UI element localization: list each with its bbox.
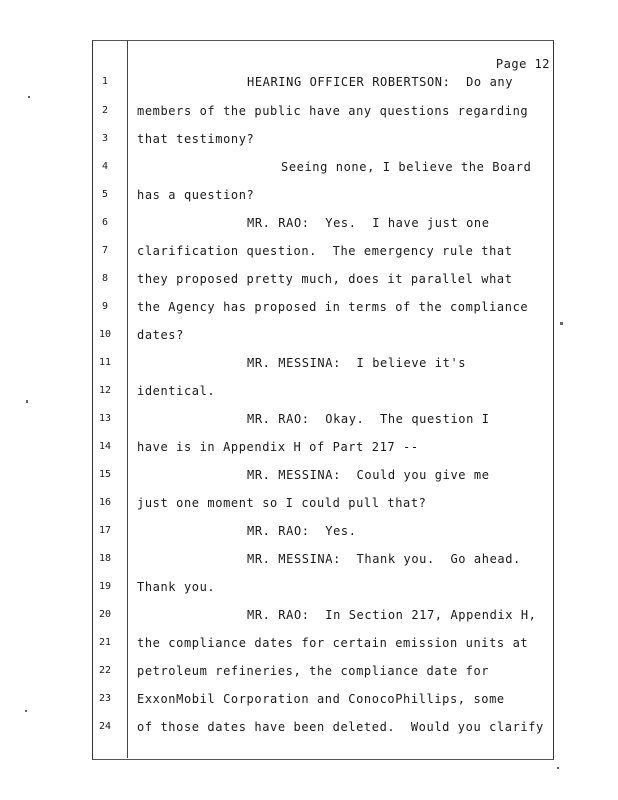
transcript-line bbox=[0, 412, 618, 428]
transcript-line bbox=[0, 636, 618, 652]
line-text: ExxonMobil Corporation and ConocoPhillips, some bbox=[137, 692, 505, 706]
line-number: 15 bbox=[98, 469, 112, 480]
line-number: 17 bbox=[98, 525, 112, 536]
transcript-line bbox=[0, 664, 618, 680]
line-number: 12 bbox=[98, 385, 112, 396]
line-number: 4 bbox=[101, 161, 109, 172]
scan-speck bbox=[560, 322, 563, 325]
line-number: 21 bbox=[98, 637, 112, 648]
line-text: of those dates have been deleted. Would you clarify bbox=[137, 720, 544, 734]
transcript-line bbox=[0, 300, 618, 316]
line-number: 5 bbox=[101, 189, 109, 200]
line-number: 24 bbox=[98, 721, 112, 732]
transcript-line bbox=[0, 552, 618, 568]
line-text: MR. RAO: Yes. bbox=[247, 524, 357, 538]
line-text: just one moment so I could pull that? bbox=[137, 496, 427, 510]
line-number: 13 bbox=[98, 413, 112, 424]
transcript-line bbox=[0, 608, 618, 624]
line-text: petroleum refineries, the compliance date for bbox=[137, 664, 490, 678]
transcript-line bbox=[0, 132, 618, 148]
transcript-line bbox=[0, 272, 618, 288]
scan-speck bbox=[557, 767, 559, 769]
line-text: Thank you. bbox=[137, 580, 216, 594]
transcript-line bbox=[0, 216, 618, 232]
line-text: members of the public have any questions regarding bbox=[137, 104, 529, 118]
line-text: MR. MESSINA: Thank you. Go ahead. bbox=[247, 552, 521, 566]
scan-speck bbox=[26, 400, 28, 403]
line-number: 14 bbox=[98, 441, 112, 452]
transcript-line bbox=[0, 720, 618, 736]
line-number: 18 bbox=[98, 553, 112, 564]
line-number: 6 bbox=[101, 217, 109, 228]
line-number: 16 bbox=[98, 497, 112, 508]
transcript-line bbox=[0, 524, 618, 540]
transcript-line bbox=[0, 104, 618, 120]
transcript-line bbox=[0, 468, 618, 484]
line-text: HEARING OFFICER ROBERTSON: Do any bbox=[247, 75, 514, 89]
line-text: they proposed pretty much, does it parallel what bbox=[137, 272, 513, 286]
line-text: MR. RAO: Yes. I have just one bbox=[247, 216, 490, 230]
transcript-line bbox=[0, 580, 618, 596]
scan-speck bbox=[25, 710, 27, 712]
transcript-line bbox=[0, 328, 618, 344]
transcript-line bbox=[0, 384, 618, 400]
line-number: 7 bbox=[101, 245, 109, 256]
line-number: 22 bbox=[98, 665, 112, 676]
transcript-line bbox=[0, 244, 618, 260]
line-text: MR. MESSINA: Could you give me bbox=[247, 468, 490, 482]
line-number: 3 bbox=[101, 133, 109, 144]
transcript-line bbox=[0, 440, 618, 456]
line-number: 1 bbox=[101, 76, 109, 87]
line-number: 8 bbox=[101, 273, 109, 284]
transcript-line bbox=[0, 496, 618, 512]
line-text: MR. MESSINA: I believe it's bbox=[247, 356, 467, 370]
transcript-page-frame bbox=[92, 40, 554, 760]
line-number: 19 bbox=[98, 581, 112, 592]
transcript-line bbox=[0, 356, 618, 372]
line-number: 20 bbox=[98, 609, 112, 620]
transcript-line bbox=[0, 692, 618, 708]
transcript-line bbox=[0, 160, 618, 176]
line-text: clarification question. The emergency rule that bbox=[137, 244, 513, 258]
line-text: have is in Appendix H of Part 217 -- bbox=[137, 440, 419, 454]
scan-speck bbox=[28, 96, 30, 98]
line-text: MR. RAO: In Section 217, Appendix H, bbox=[247, 608, 537, 622]
line-number: 9 bbox=[101, 301, 109, 312]
transcript-line bbox=[0, 75, 618, 91]
line-number: 11 bbox=[98, 357, 112, 368]
page-number-label: Page 12 bbox=[495, 57, 550, 71]
line-text: Seeing none, I believe the Board bbox=[281, 160, 532, 174]
line-text: the compliance dates for certain emission units at bbox=[137, 636, 529, 650]
line-text: that testimony? bbox=[137, 132, 255, 146]
line-text: has a question? bbox=[137, 188, 255, 202]
line-text: identical. bbox=[137, 384, 216, 398]
line-number: 23 bbox=[98, 693, 112, 704]
line-text: MR. RAO: Okay. The question I bbox=[247, 412, 490, 426]
line-number: 10 bbox=[98, 329, 112, 340]
line-number: 2 bbox=[101, 105, 109, 116]
line-text: the Agency has proposed in terms of the compliance bbox=[137, 300, 529, 314]
line-text: dates? bbox=[137, 328, 184, 342]
transcript-line bbox=[0, 188, 618, 204]
